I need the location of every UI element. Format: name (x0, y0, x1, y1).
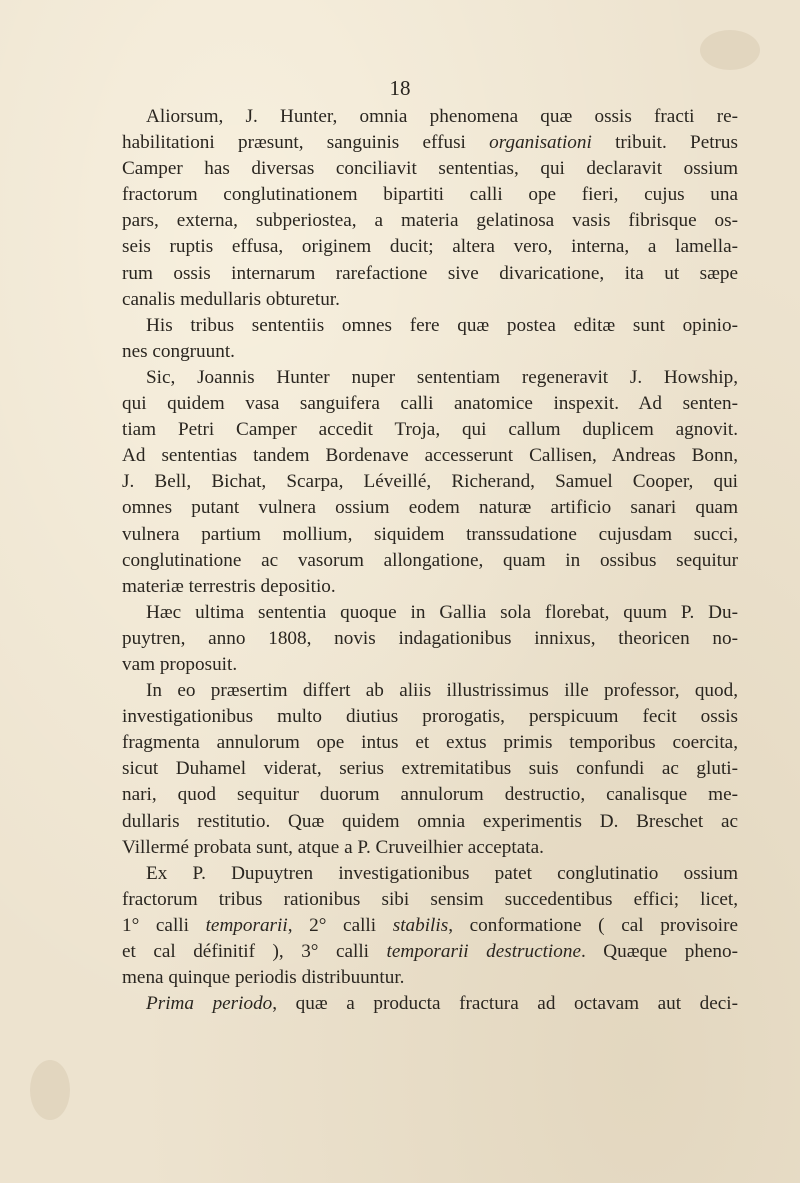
text-segment: qui quidem vasa sanguifera calli anatomice inspexit. Ad senten- (122, 393, 738, 415)
text-line (122, 756, 738, 782)
text-line (122, 861, 738, 887)
text-line (122, 208, 738, 234)
text-segment: , quæ a producta fractura ad octavam aut deci- (272, 993, 738, 1015)
text-segment: tiam Petri Camper accedit Troja, qui callum duplicem agnovit. (122, 419, 738, 441)
text-line (122, 991, 738, 1017)
text-line (122, 417, 738, 443)
text-segment: vulnera partium mollium, siquidem transsudatione cujusdam succi, (122, 523, 738, 545)
text-segment: mena quinque periodis distribuuntur. (122, 967, 405, 989)
text-line (122, 365, 738, 391)
italic-text: organisationi (489, 132, 592, 154)
text-segment: sicut Duhamel viderat, serius extremitatibus suis confundi ac gluti- (122, 758, 738, 780)
text-line (122, 313, 738, 339)
text-line (122, 339, 738, 365)
text-segment: habilitationi præsunt, sanguinis effusi (122, 132, 490, 154)
text-segment: puytren, anno 1808, novis indagationibus innixus, theoricen no- (122, 627, 738, 649)
text-line (122, 130, 738, 156)
italic-text: temporarii (205, 914, 288, 936)
text-line (122, 678, 738, 704)
text-line (122, 913, 738, 939)
text-line (122, 704, 738, 730)
text-segment: canalis medullaris obturetur. (122, 288, 340, 310)
text-segment: materiæ terrestris depositio. (122, 575, 336, 597)
text-segment: conglutinatione ac vasorum allongatione, quam in ossibus sequitur (122, 549, 738, 571)
text-segment: et cal définitif ), 3° calli (122, 941, 387, 962)
paper-stain (700, 30, 760, 70)
text-segment: Aliorsum, J. Hunter, omnia phenomena quæ ossis fracti re- (146, 106, 738, 127)
text-segment: fractorum tribus rationibus sibi sensim succedentibus effici; licet, (122, 888, 738, 910)
text-segment: Ex P. Dupuytren investigationibus patet conglutinatio ossium (146, 862, 738, 884)
text-line (122, 234, 738, 260)
text-segment: nes congruunt. (122, 340, 235, 362)
text-segment: , 2° calli (287, 914, 393, 936)
text-segment: tribuit. Petrus (591, 132, 738, 154)
text-segment: , conformatione ( cal provisoire (448, 914, 739, 936)
text-segment: Camper has diversas conciliavit sententias, qui declaravit ossium (122, 158, 738, 180)
text-line (122, 730, 738, 756)
text-segment: dullaris restitutio. Quæ quidem omnia experimentis D. Breschet ac (122, 810, 738, 832)
text-segment: vam proposuit. (122, 653, 238, 675)
text-segment: In eo præsertim differt ab aliis illustrissimus ille professor, quod, (146, 680, 738, 702)
text-line (122, 574, 738, 600)
text-segment: fractorum conglutinationem bipartiti calli ope fieri, cujus una (122, 184, 738, 206)
text-line (122, 522, 738, 548)
italic-text: temporarii destructione (386, 941, 581, 962)
page-number: 18 (389, 76, 411, 100)
text-line (122, 156, 738, 182)
text-line (122, 495, 738, 521)
text-line (122, 782, 738, 808)
text-segment: nari, quod sequitur duorum annulorum destructio, canalisque me- (122, 784, 738, 806)
text-line (122, 626, 738, 652)
text-segment: Sic, Joannis Hunter nuper sententiam regeneravit J. Howship, (146, 366, 738, 388)
text-line (122, 939, 738, 965)
text-segment: omnes putant vulnera ossium eodem naturæ artificio sanari quam (122, 497, 738, 519)
text-segment: His tribus sententiis omnes fere quæ postea editæ sunt opinio- (146, 314, 738, 336)
text-segment: investigationibus multo diutius prorogatis, perspicuum fecit ossis (122, 706, 738, 728)
text-segment: Ad sententias tandem Bordenave accesserunt Callisen, Andreas Bonn, (122, 445, 738, 467)
text-line (122, 469, 738, 495)
text-line (122, 835, 738, 861)
text-segment: 1° calli (122, 914, 206, 936)
paper-stain (30, 1060, 70, 1120)
text-segment: pars, externa, subperiostea, a materia gelatinosa vasis fibrisque os- (122, 210, 738, 232)
text-line (122, 182, 738, 208)
text-segment: . Quæque pheno- (580, 941, 739, 962)
text-line (122, 261, 738, 287)
text-line (122, 287, 738, 313)
text-line (122, 391, 738, 417)
text-line (122, 887, 738, 913)
text-line (122, 965, 738, 991)
text-segment: rum ossis internarum rarefactione sive divaricatione, ita ut sæpe (122, 262, 738, 284)
text-line (122, 104, 738, 130)
text-line (122, 809, 738, 835)
italic-text: stabilis (392, 914, 449, 936)
text-line (122, 548, 738, 574)
body-text (122, 104, 738, 1017)
italic-text: Prima periodo (146, 993, 273, 1015)
text-segment: fragmenta annulorum ope intus et extus primis temporibus coercita, (122, 732, 738, 754)
text-line (122, 443, 738, 469)
text-segment: Villermé probata sunt, atque a P. Cruveilhier acceptata. (122, 836, 544, 858)
text-segment: J. Bell, Bichat, Scarpa, Léveillé, Richerand, Samuel Cooper, qui (122, 471, 738, 493)
text-line (122, 600, 738, 626)
text-line (122, 652, 738, 678)
text-segment: seis ruptis effusa, originem ducit; altera vero, interna, a lamella- (122, 236, 738, 258)
text-segment: Hæc ultima sententia quoque in Gallia sola florebat, quum P. Du- (146, 601, 738, 623)
